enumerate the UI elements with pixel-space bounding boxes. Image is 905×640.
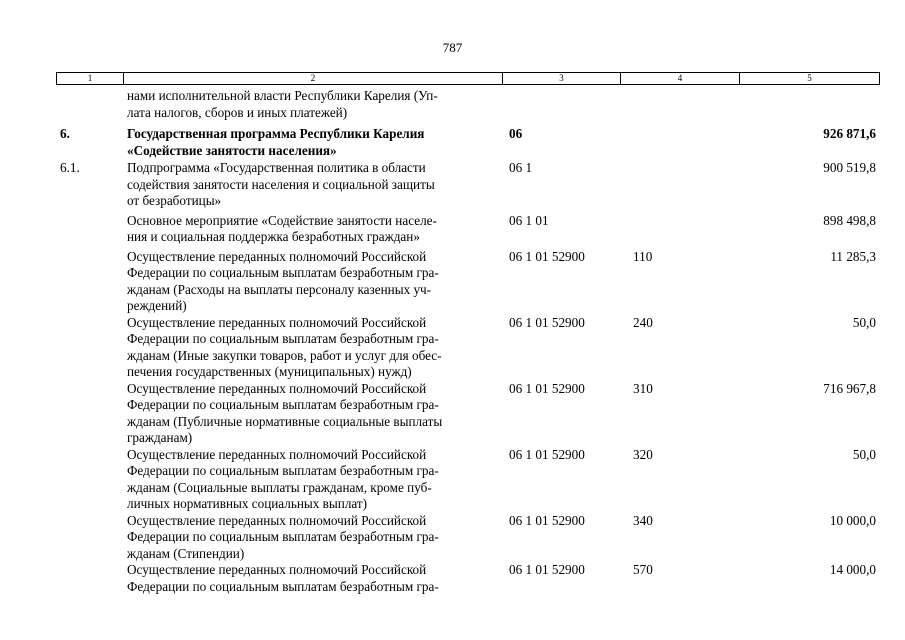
row-code: 06 1 01 bbox=[509, 212, 549, 228]
table-row bbox=[56, 126, 880, 159]
table-row bbox=[56, 160, 880, 210]
table-row bbox=[56, 88, 880, 121]
row-number bbox=[56, 447, 127, 513]
row-code: 06 1 bbox=[509, 160, 533, 175]
row-number bbox=[56, 513, 127, 563]
row-name: Осуществление переданных полномочий Российской Федерации по социальным выплатам безработным гра- жданам (Расходы на выплаты персоналу казенных уч- реждений) bbox=[127, 248, 439, 313]
row-number bbox=[56, 381, 127, 447]
row-expense-type bbox=[629, 88, 737, 121]
row-name: Государственная программа Республики Карелия «Содействие занятости населения» bbox=[127, 126, 425, 158]
row-name: Осуществление переданных полномочий Российской Федерации по социальным выплатам безработным гра- bbox=[127, 562, 439, 594]
row-expense-type: 310 bbox=[633, 380, 653, 396]
row-expense-type bbox=[629, 213, 737, 246]
row-code: 06 1 01 52900 bbox=[509, 446, 585, 462]
row-expense-type: 340 bbox=[633, 512, 653, 528]
row-code: 06 1 01 52900 bbox=[509, 314, 585, 330]
column-header-3: 3 bbox=[502, 73, 620, 84]
row-amount: 898 498,8 bbox=[823, 212, 876, 228]
row-amount: 900 519,8 bbox=[823, 160, 876, 175]
table-row bbox=[56, 213, 880, 246]
row-number: 6.1. bbox=[60, 160, 80, 175]
row-amount: 50,0 bbox=[852, 314, 876, 330]
row-code: 06 1 01 52900 bbox=[509, 562, 585, 577]
table-row bbox=[56, 513, 880, 563]
row-number bbox=[56, 249, 127, 315]
row-name: Осуществление переданных полномочий Российской Федерации по социальным выплатам безработным гра- жданам (Публичные нормативные социальные выплаты гражданам) bbox=[127, 380, 443, 445]
row-number bbox=[56, 315, 127, 381]
row-expense-type bbox=[629, 160, 737, 210]
row-amount: 716 967,8 bbox=[823, 380, 876, 396]
row-amount: 11 285,3 bbox=[830, 248, 876, 264]
column-header-5: 5 bbox=[739, 73, 879, 84]
row-amount: 10 000,0 bbox=[829, 512, 876, 528]
row-name: нами исполнительной власти Республики Карелия (Уп- лата налогов, сборов и иных платежей) bbox=[127, 88, 438, 120]
row-amount: 926 871,6 bbox=[823, 126, 876, 141]
row-expense-type bbox=[629, 126, 737, 159]
budget-table-body bbox=[56, 88, 880, 595]
row-number: 6. bbox=[60, 126, 70, 141]
row-expense-type: 110 bbox=[633, 248, 653, 264]
table-header bbox=[56, 72, 880, 85]
column-header-2: 2 bbox=[123, 73, 502, 84]
row-number bbox=[56, 562, 127, 595]
table-row bbox=[56, 249, 880, 315]
row-amount: 14 000,0 bbox=[829, 562, 876, 577]
page-number: 787 bbox=[442, 40, 463, 55]
table-row bbox=[56, 447, 880, 513]
row-number bbox=[56, 213, 127, 246]
row-number bbox=[56, 88, 127, 121]
row-amount: 50,0 bbox=[852, 446, 876, 462]
row-code bbox=[507, 88, 629, 121]
table-row bbox=[56, 315, 880, 381]
row-amount bbox=[737, 88, 880, 121]
row-name: Подпрограмма «Государственная политика в области содействия занятости населения и социальной защиты от безработицы» bbox=[127, 160, 435, 208]
row-name: Осуществление переданных полномочий Российской Федерации по социальным выплатам безработным гра- жданам (Стипендии) bbox=[127, 512, 439, 561]
row-code: 06 1 01 52900 bbox=[509, 380, 585, 396]
row-expense-type: 240 bbox=[633, 314, 653, 330]
row-code: 06 1 01 52900 bbox=[509, 512, 585, 528]
table-row bbox=[56, 381, 880, 447]
row-code: 06 1 01 52900 bbox=[509, 248, 585, 264]
table-row bbox=[56, 562, 880, 595]
column-header-4: 4 bbox=[620, 73, 739, 84]
row-expense-type: 570 bbox=[633, 562, 653, 577]
column-header-1: 1 bbox=[87, 73, 93, 83]
row-name: Осуществление переданных полномочий Российской Федерации по социальным выплатам безработным гра- жданам (Иные закупки товаров, работ и услуг для обес- печения государственных (муниципальных) нужд) bbox=[127, 314, 442, 379]
row-code: 06 bbox=[509, 126, 523, 141]
row-expense-type: 320 bbox=[633, 446, 653, 462]
row-name: Осуществление переданных полномочий Российской Федерации по социальным выплатам безработным гра- жданам (Социальные выплаты гражданам, кроме пуб- личных нормативных социальных выплат) bbox=[127, 446, 439, 511]
row-name: Основное мероприятие «Содействие занятости населе- ния и социальная поддержка безработных граждан» bbox=[127, 212, 437, 244]
